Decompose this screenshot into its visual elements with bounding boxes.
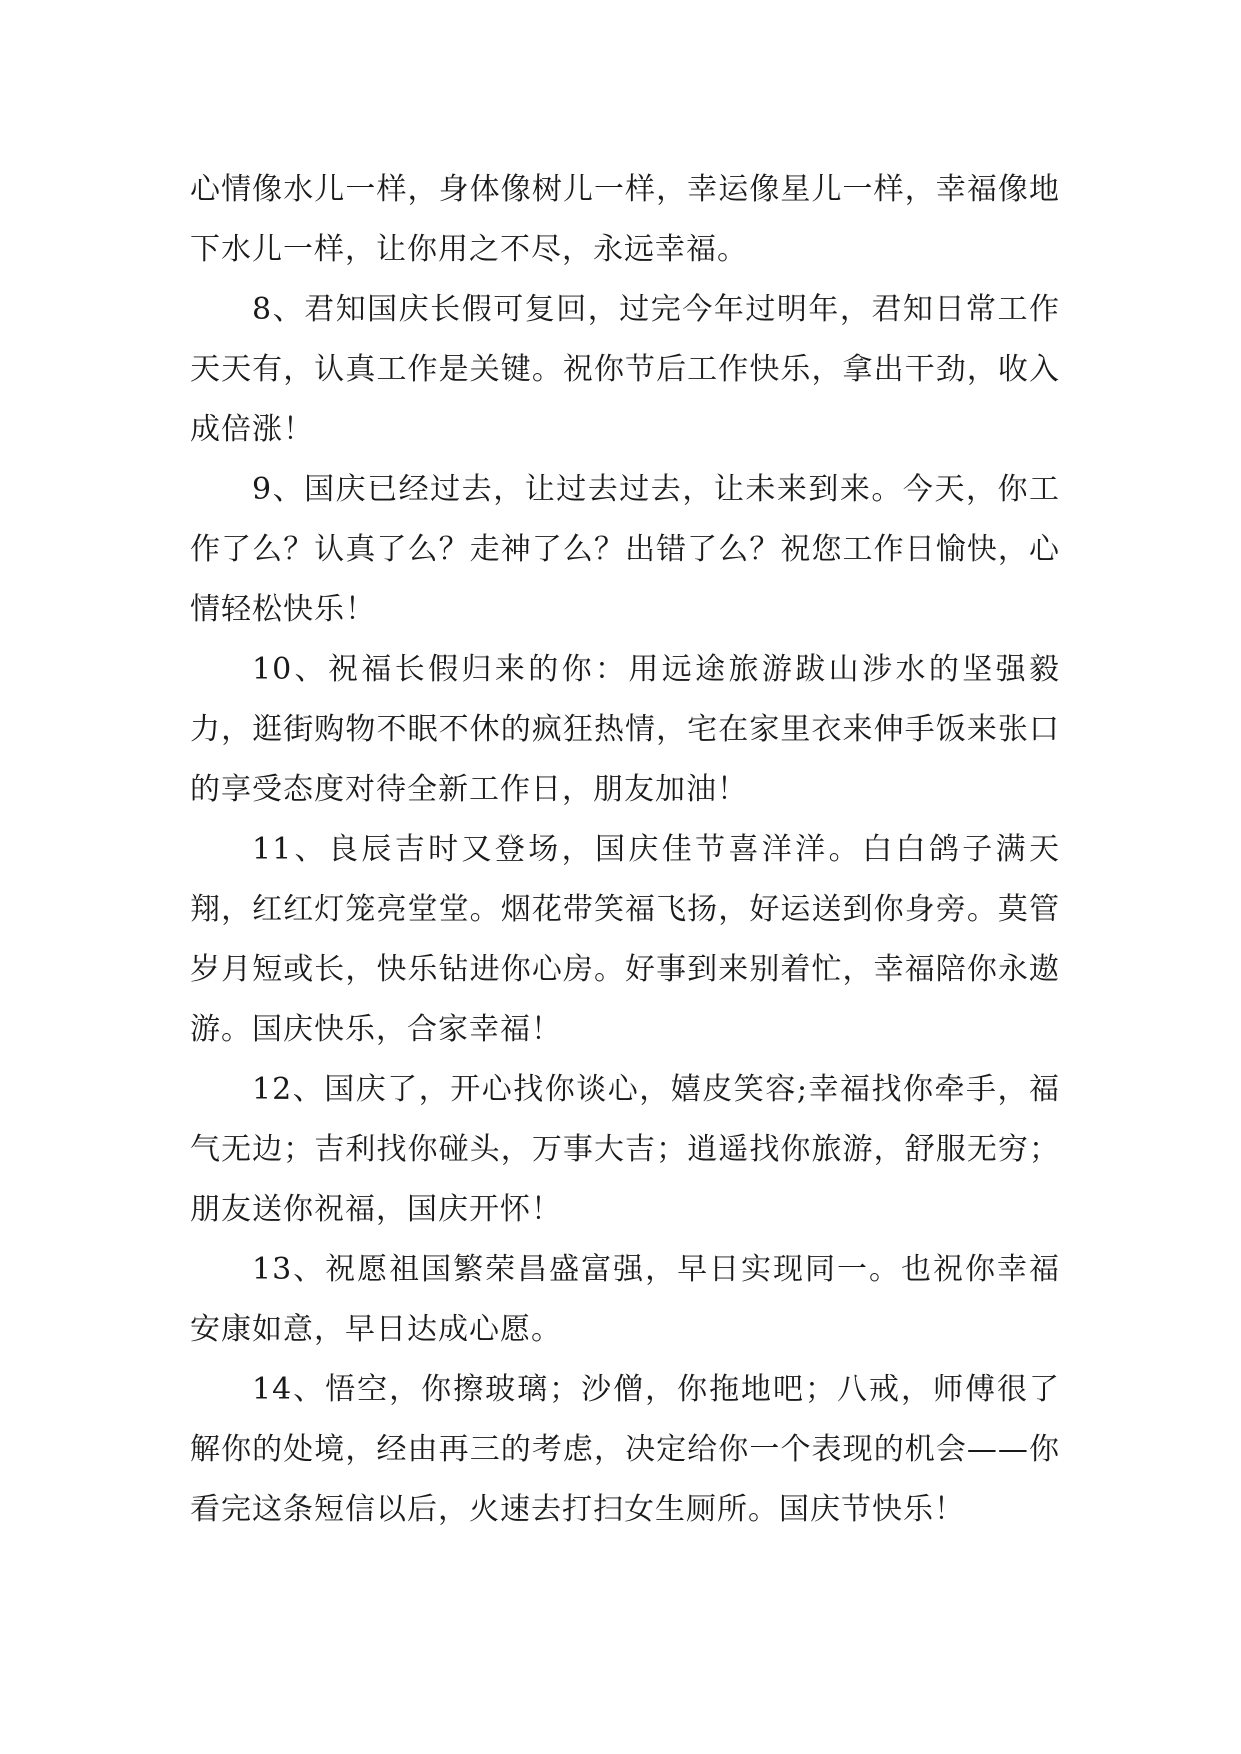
paragraph-item-11: 11、良辰吉时又登场，国庆佳节喜洋洋。白白鸽子满天翔，红红灯笼亮堂堂。烟花带笑福飞扬，好运送到你身旁。莫管岁月短或长，快乐钻进你心房。好事到来别着忙，幸福陪你永遨游。国庆快乐，合家幸福！ (190, 832, 1060, 1047)
paragraph-item-8: 8、君知国庆长假可复回，过完今年过明年，君知日常工作天天有，认真工作是关键。祝你节后工作快乐，拿出干劲，收入成倍涨！ (190, 292, 1060, 447)
document-body (190, 160, 1060, 1540)
paragraph-item-12: 12、国庆了，开心找你谈心，嬉皮笑容;幸福找你牵手，福气无边；吉利找你碰头，万事大吉；逍遥找你旅游，舒服无穷；朋友送你祝福，国庆开怀！ (190, 1072, 1060, 1227)
paragraph-item-13: 13、祝愿祖国繁荣昌盛富强，早日实现同一。也祝你幸福安康如意，早日达成心愿。 (190, 1252, 1060, 1347)
paragraph-item-10: 10、祝福长假归来的你：用远途旅游跋山涉水的坚强毅力，逛街购物不眠不休的疯狂热情，宅在家里衣来伸手饭来张口的享受态度对待全新工作日，朋友加油！ (190, 652, 1060, 807)
paragraph-item-14: 14、悟空，你擦玻璃；沙僧，你拖地吧；八戒，师傅很了解你的处境，经由再三的考虑，决定给你一个表现的机会——你看完这条短信以后，火速去打扫女生厕所。国庆节快乐！ (190, 1372, 1060, 1527)
paragraph-continuation: 心情像水儿一样，身体像树儿一样，幸运像星儿一样，幸福像地下水儿一样，让你用之不尽，永远幸福。 (190, 172, 1060, 267)
paragraph-item-9: 9、国庆已经过去，让过去过去，让未来到来。今天，你工作了么？认真了么？走神了么？出错了么？祝您工作日愉快，心情轻松快乐！ (190, 472, 1060, 627)
